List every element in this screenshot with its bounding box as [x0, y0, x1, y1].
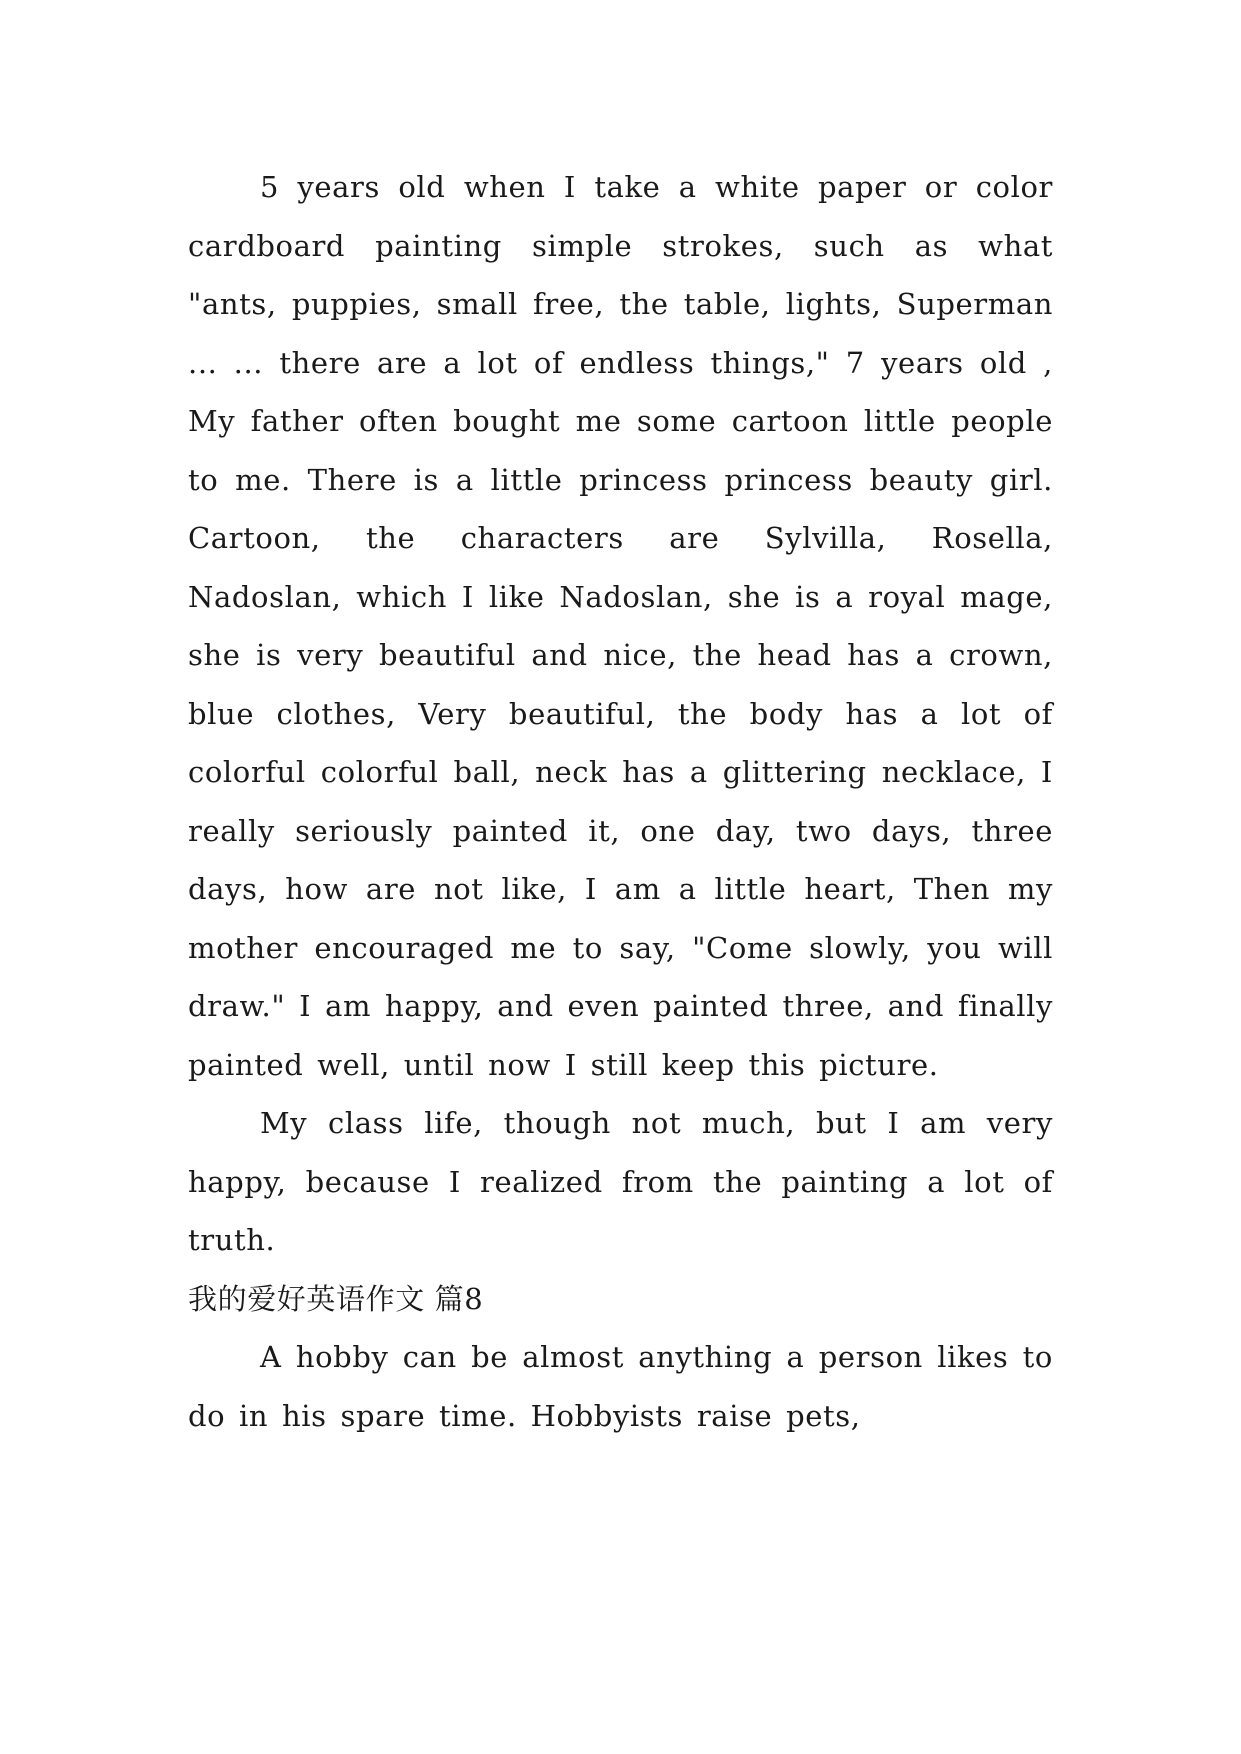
- document-body: [188, 158, 1053, 1445]
- paragraph-painting-story: 5 years old when I take a white paper or color cardboard painting simple strokes, such as what "ants, puppies, small free, the table, lights, Superman ... ... there are a lot of endless things," 7 years old , My father often bought me some cartoon little people to me. There is a little princess princess beauty girl. Cartoon, the characters are Sylvilla, Rosella, Nadoslan, which I like Nadoslan, she is a royal mage, she is very beautiful and nice, the head has a crown, blue clothes, Very beautiful, the body has a lot of colorful colorful ball, neck has a glittering necklace, I really seriously painted it, one day, two days, three days, how are not like, I am a little heart, Then my mother encouraged me to say, "Come slowly, you will draw." I am happy, and even painted three, and finally painted well, until now I still keep this picture.: [188, 170, 1053, 1082]
- paragraph-hobby-intro: A hobby can be almost anything a person likes to do in his spare time. Hobbyists raise pets,: [188, 1340, 1053, 1433]
- paragraph-class-life: My class life, though not much, but I am very happy, because I realized from the painting a lot of truth.: [188, 1106, 1053, 1257]
- section-heading: 我的爱好英语作文 篇8: [188, 1281, 484, 1316]
